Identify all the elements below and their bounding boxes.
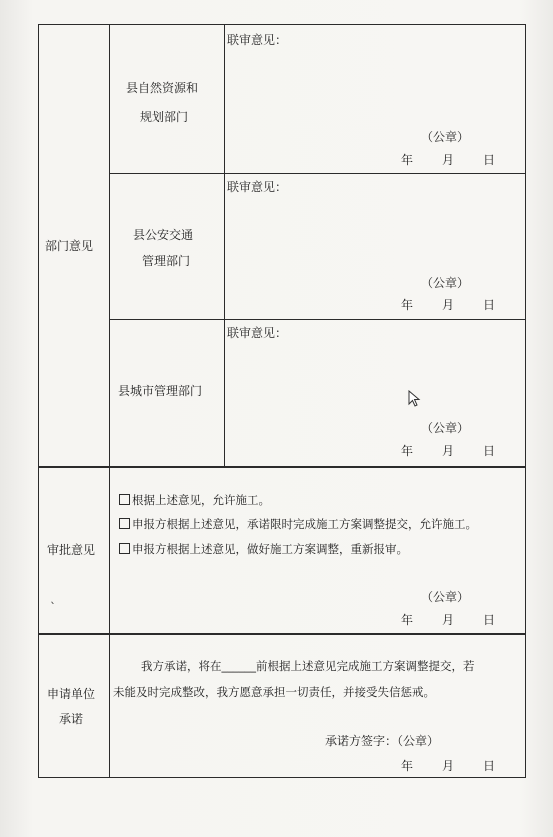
approval-option-3: [119, 541, 408, 557]
approval-option-3-text: 申报方根据上述意见，做好施工方案调整，重新报审。: [132, 542, 408, 556]
section-department-label: 部门意见: [45, 239, 94, 253]
dept3-month: 月: [442, 444, 455, 458]
commitment-text-line2: 未能及时完成整改，我方愿意承担一切责任，并接受失信惩戒。: [113, 685, 435, 699]
dept2-review-label: 联审意见：: [227, 180, 288, 194]
commitment-date-blank[interactable]: ______: [221, 659, 256, 673]
approval-year: 年: [401, 613, 414, 627]
row-divider-4: [39, 633, 525, 635]
commitment-month: 月: [442, 759, 455, 773]
checkbox-option-1[interactable]: [119, 494, 130, 505]
commitment-text-line1: [141, 658, 475, 674]
row-divider-1: [109, 173, 525, 174]
approval-option-1-text: 根据上述意见，允许施工。: [132, 493, 270, 507]
commitment-day: 日: [483, 759, 496, 773]
dept1-year: 年: [401, 153, 414, 167]
dept3-name: 县城市管理部门: [118, 384, 203, 398]
dept2-day: 日: [483, 298, 496, 312]
row-divider-3: [39, 466, 525, 468]
dept3-review-label: 联审意见：: [227, 326, 288, 340]
approval-month: 月: [442, 613, 455, 627]
col-divider-lower: [109, 466, 110, 778]
dept3-year: 年: [401, 444, 414, 458]
commitment-label-line1: 申请单位: [47, 687, 96, 701]
dept2-month: 月: [442, 298, 455, 312]
commitment-year: 年: [401, 759, 414, 773]
checkbox-option-3[interactable]: [119, 543, 130, 554]
dept1-review-label: 联审意见：: [227, 33, 288, 47]
scan-mark: ˎ: [50, 590, 56, 604]
dept1-seal: （公章）: [421, 130, 470, 144]
approval-option-2: [119, 516, 477, 532]
approval-option-1: [119, 492, 270, 508]
dept3-seal: （公章）: [421, 421, 470, 435]
dept2-seal: （公章）: [421, 276, 470, 290]
dept3-day: 日: [483, 444, 496, 458]
dept2-name-line1: 县公安交通: [133, 228, 194, 242]
dept2-name-line2: 管理部门: [142, 254, 191, 268]
approval-seal: （公章）: [421, 590, 470, 604]
dept1-month: 月: [442, 153, 455, 167]
dept1-name-line2: 规划部门: [140, 110, 189, 124]
approval-option-2-text: 申报方根据上述意见，承诺限时完成施工方案调整提交，允许施工。: [132, 517, 477, 531]
dept1-name-line1: 县自然资源和: [126, 81, 199, 95]
commitment-text-part2: 前根据上述意见完成施工方案调整提交，若: [256, 659, 475, 673]
mouse-pointer-icon: [408, 390, 422, 408]
dept2-year: 年: [401, 298, 414, 312]
col-divider-left: [109, 25, 110, 466]
row-divider-2: [109, 319, 525, 320]
col-divider-mid: [224, 25, 225, 466]
commitment-signature: 承诺方签字：（公章）: [325, 734, 440, 748]
dept1-day: 日: [483, 153, 496, 167]
commitment-label-line2: 承诺: [59, 712, 84, 726]
commitment-text-part1: 我方承诺，将在: [141, 659, 222, 673]
approval-day: 日: [483, 613, 496, 627]
checkbox-option-2[interactable]: [119, 518, 130, 529]
approval-label: 审批意见: [47, 543, 96, 557]
